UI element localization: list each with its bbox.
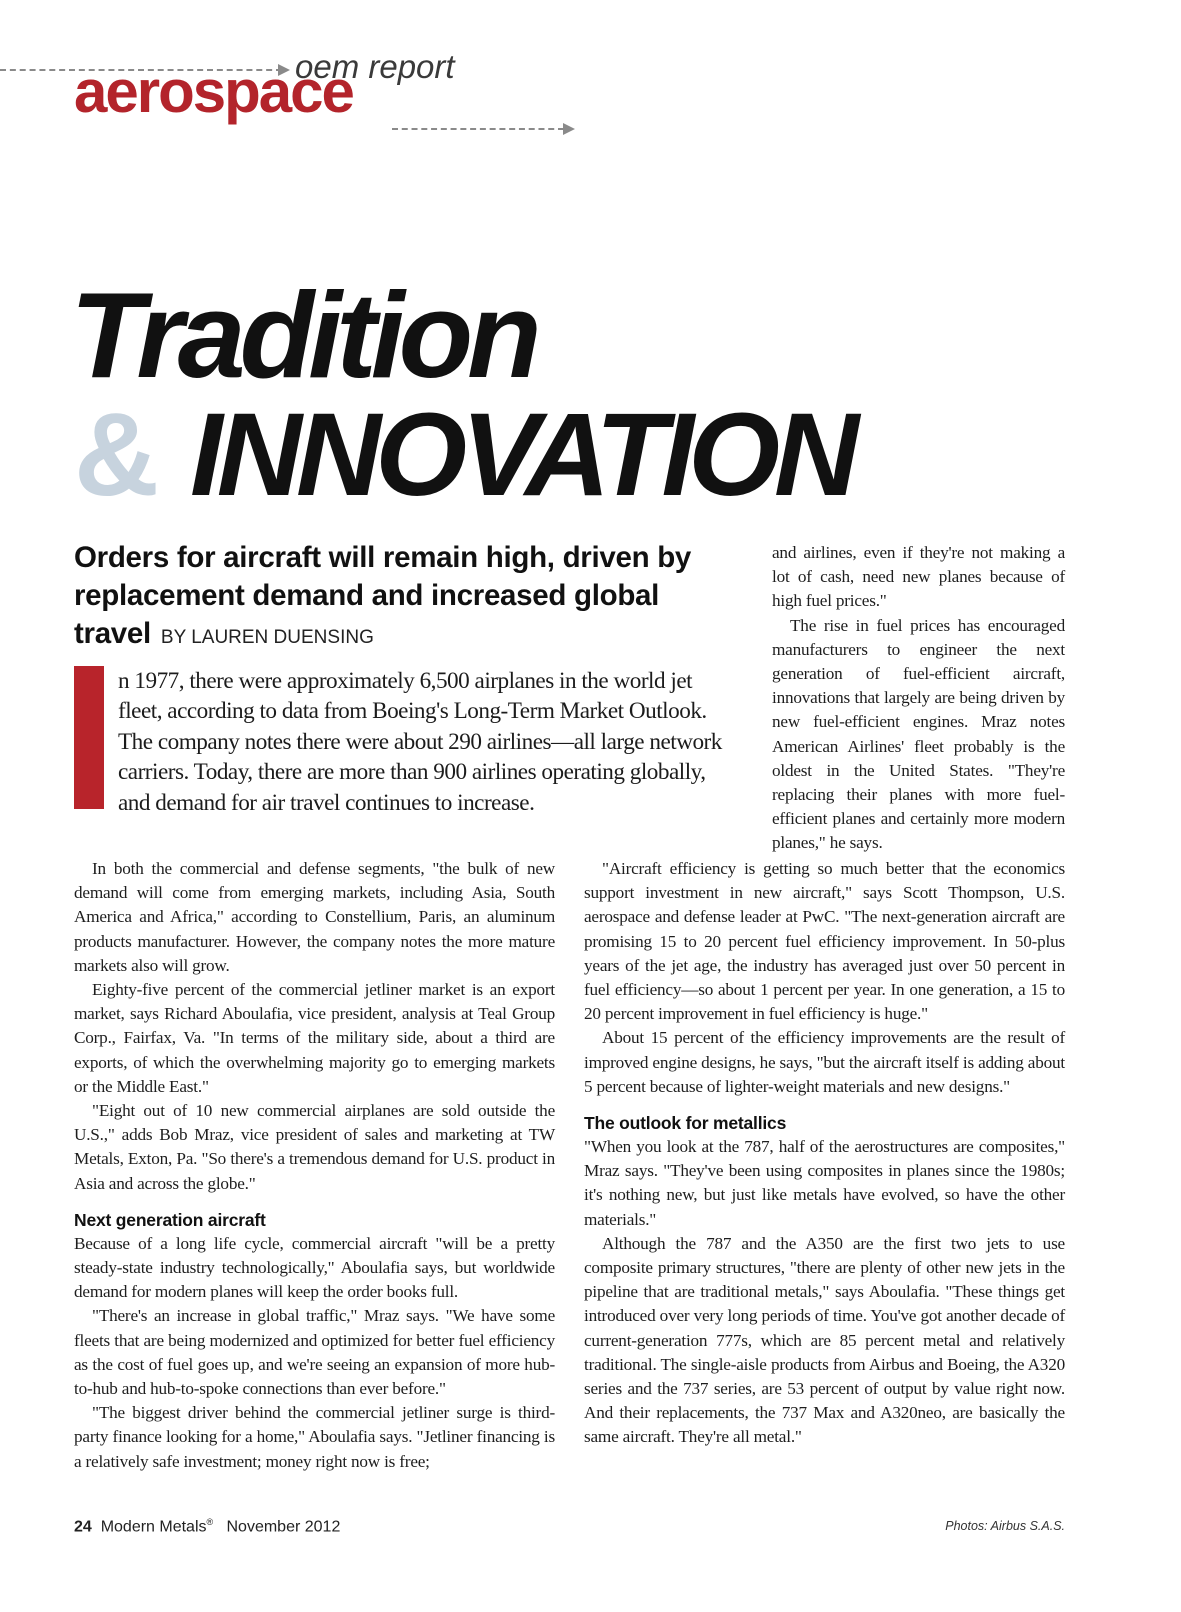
page-number: 24 xyxy=(74,1518,92,1536)
headline-line-2: INNOVATION xyxy=(190,389,854,521)
drop-cap-bar xyxy=(74,666,104,809)
header-bottom-dashed-line xyxy=(392,128,564,130)
deck xyxy=(74,539,734,657)
deck-text: Orders for aircraft will remain high, driven by replacement demand and increased global travel xyxy=(74,541,692,650)
subheading: The outlook for metallics xyxy=(584,1113,787,1134)
right-top-column xyxy=(772,541,1065,856)
publication-name: Modern Metals xyxy=(100,1518,207,1536)
paragraph: and airlines, even if they're not making a lot of cash, need new planes because of high fuel prices." xyxy=(772,543,1065,611)
paragraph: "There's an increase in global traffic," Mraz says. "We have some fleets that are being modernized and optimized for better fuel efficiency as the cost of fuel goes up, and we're seeing an expansion of more hub-to-hub and hub-to-spoke connections than ever before." xyxy=(74,1306,555,1399)
paragraph: Although the 787 and the A350 are the first two jets to use composite primary structures, "there are plenty of other new jets in the pipeline that are traditional metals," says Aboulafia. "These things get introduced over very long periods of time. You've got another decade of current-generation 777s, which are 85 percent metal and relatively traditional. The single-aisle products from Airbus and Boeing, the A320 series and the 737 series, are 53 percent of output by value right now. And their replacements, the 737 Max and A320neo, are basically the same aircraft. They're all metal." xyxy=(584,1233,1065,1447)
section-subtitle: oem report xyxy=(295,48,455,85)
paragraph: Because of a long life cycle, commercial aircraft "will be a pretty steady-state industry technologically," Aboulafia says, but worldwide demand for modern planes will keep the order books full. xyxy=(74,1233,555,1302)
paragraph: Eighty-five percent of the commercial jetliner market is an export market, says Richard Aboulafia, vice president, analysis at Teal Group Corp., Fairfax, Va. "In terms of the military side, about a third are exports, of which the overwhelming majority go to emerging markets or the Middle East." xyxy=(74,980,555,1096)
paragraph: About 15 percent of the efficiency improvements are the result of improved engine designs, he says, "but the aircraft itself is adding about 5 percent because of lighter-weight materials and new designs." xyxy=(584,1028,1065,1096)
section-title: aerospace xyxy=(74,58,353,125)
paragraph: "Eight out of 10 new commercial airplanes are sold outside the U.S.," adds Bob Mraz, vice president of sales and marketing at TW Metals, Exton, Pa. "So there's a tremendous demand for U.S. product in Asia and across the globe." xyxy=(74,1101,555,1193)
byline: BY LAUREN DUENSING xyxy=(160,627,374,648)
issue-date: November 2012 xyxy=(226,1518,341,1536)
subheading: Next generation aircraft xyxy=(74,1209,266,1230)
paragraph: The rise in fuel prices has encouraged manufacturers to engineer the next generation of fuel-efficient aircraft, innovations that largely are being driven by new fuel-efficient engines. Mraz notes American Airlines' fleet probably is the oldest in the United States. "They're replacing their planes with more fuel-efficient planes and certainly more modern planes," he says. xyxy=(772,615,1065,853)
headline-line-1: Tradition xyxy=(70,267,536,403)
left-column xyxy=(74,857,555,1474)
arrow-right-icon xyxy=(563,123,575,135)
intro-paragraph: n 1977, there were approximately 6,500 airplanes in the world jet fleet, according to data from Boeing's Long-Term Market Outlook. The company notes there were about 290 airlines—all large network carriers. Today, there are more than 900 airlines operating globally, and demand for air travel continues to increase. xyxy=(118,668,722,816)
registered-mark: ® xyxy=(206,1517,214,1527)
photo-credit: Photos: Airbus S.A.S. xyxy=(945,1519,1065,1533)
headline-ampersand: & xyxy=(74,389,154,521)
paragraph: In both the commercial and defense segments, "the bulk of new demand will come from emerging markets, including Asia, South America and Africa," according to Constellium, Paris, an aluminum products manufacturer. However, the company notes the more mature markets also will grow. xyxy=(74,859,555,975)
right-column xyxy=(584,857,1065,1450)
paragraph: "Aircraft efficiency is getting so much better that the economics support investment in new aircraft," says Scott Thompson, U.S. aerospace and defense leader at PwC. "The next-generation aircraft are promising 15 to 20 percent fuel efficiency improvement. In 50-plus years of the jet age, the industry has averaged just over 50 percent in fuel efficiency—so about 1 percent per year. In one generation, a 15 to 20 percent improvement in fuel efficiency is huge." xyxy=(584,859,1065,1024)
paragraph: "When you look at the 787, half of the aerostructures are composites," Mraz says. "They've been using composites in planes since the 1980s; it's nothing new, but just like metals have evolved, so have the other materials." xyxy=(584,1137,1065,1229)
paragraph: "The biggest driver behind the commercial jetliner surge is third-party finance looking for a home," Aboulafia says. "Jetliner financing is a relatively safe investment; money right now is free; xyxy=(74,1403,555,1471)
footer-folio xyxy=(74,1517,340,1536)
